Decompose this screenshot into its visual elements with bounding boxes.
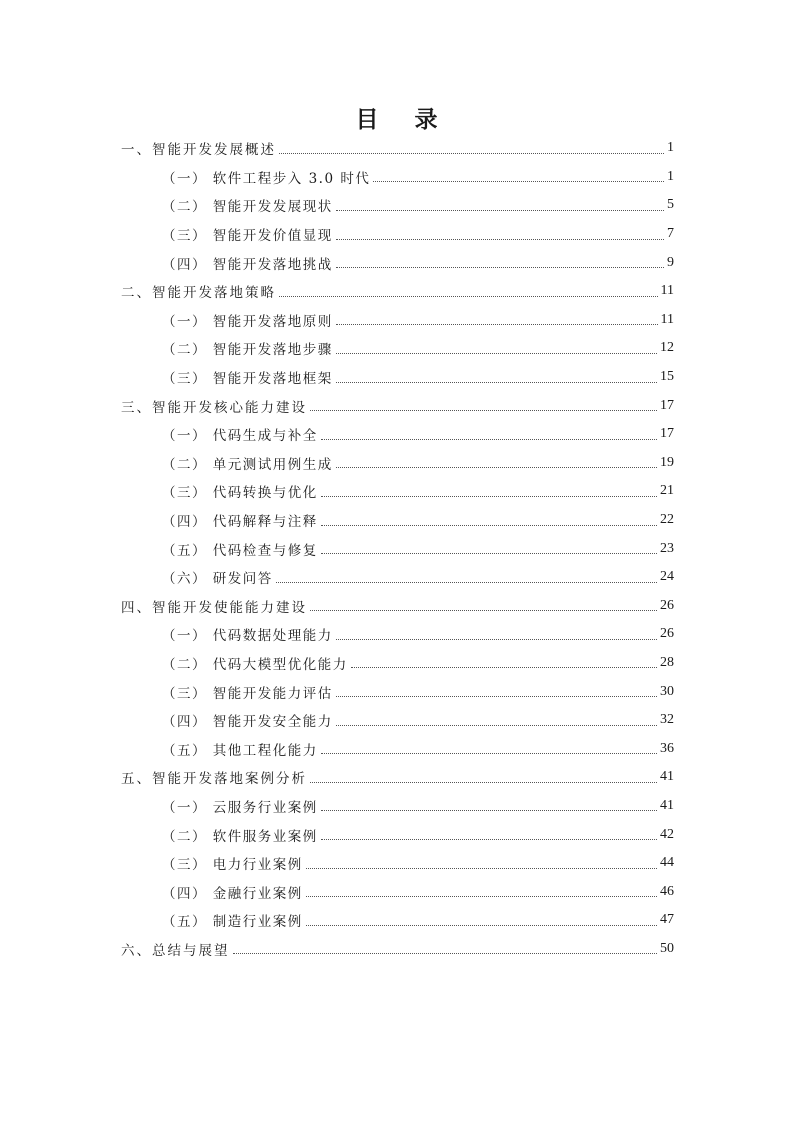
dot-leader: [279, 296, 658, 297]
dot-leader: [310, 782, 657, 783]
dot-leader: [336, 467, 657, 468]
toc-entry-label: 五、智能开发落地案例分析: [121, 771, 307, 788]
toc-entry-label: （二） 代码大模型优化能力: [162, 656, 348, 673]
toc-entry-label: 二、智能开发落地策略: [121, 285, 276, 302]
toc-subsection-entry[interactable]: [121, 563, 674, 592]
toc-subsection-entry[interactable]: [121, 191, 674, 220]
toc-page-number: 44: [660, 855, 674, 871]
toc-page-number: 12: [660, 340, 674, 356]
toc-subsection-entry[interactable]: [121, 534, 674, 563]
toc-entry-label: （六） 研发问答: [162, 571, 273, 588]
toc-entry-label: （四） 智能开发安全能力: [162, 714, 333, 731]
toc-page-number: 36: [660, 740, 674, 756]
dot-leader: [336, 725, 657, 726]
toc-page-number: 28: [660, 654, 674, 670]
toc-page-number: 11: [660, 283, 674, 299]
toc-entry-label: （一） 云服务行业案例: [162, 799, 318, 816]
toc-entry-label: （二） 智能开发落地步骤: [162, 342, 333, 359]
toc-entry-label: （四） 金融行业案例: [162, 885, 303, 902]
toc-subsection-entry[interactable]: [121, 477, 674, 506]
toc-page-number: 9: [667, 254, 674, 270]
toc-subsection-entry[interactable]: [121, 820, 674, 849]
toc-subsection-entry[interactable]: [121, 420, 674, 449]
toc-subsection-entry[interactable]: [121, 734, 674, 763]
toc-entry-label: 三、智能开发核心能力建设: [121, 399, 307, 416]
toc-page-number: 47: [660, 912, 674, 928]
toc-page-number: 46: [660, 883, 674, 899]
dot-leader: [336, 353, 657, 354]
dot-leader: [336, 267, 664, 268]
toc-entry-label: （二） 单元测试用例生成: [162, 456, 333, 473]
toc-page-number: 22: [660, 512, 674, 528]
toc-page-number: 24: [660, 569, 674, 585]
dot-leader: [351, 667, 657, 668]
toc-subsection-entry[interactable]: [121, 677, 674, 706]
dot-leader: [306, 925, 657, 926]
toc-page-number: 17: [660, 426, 674, 442]
dot-leader: [233, 953, 658, 954]
toc-page-number: 21: [660, 483, 674, 499]
dot-leader: [373, 181, 664, 182]
toc-page-number: 15: [660, 369, 674, 385]
toc-section-entry[interactable]: [121, 277, 674, 306]
toc-entry-label: （三） 智能开发价值显现: [162, 228, 333, 245]
dot-leader: [306, 868, 657, 869]
toc-entry-label: 六、总结与展望: [121, 942, 230, 959]
toc-entry-label: 一、智能开发发展概述: [121, 142, 276, 159]
toc-subsection-entry[interactable]: [121, 849, 674, 878]
toc-page-number: 41: [660, 797, 674, 813]
toc-subsection-entry[interactable]: [121, 706, 674, 735]
dot-leader: [336, 239, 664, 240]
page-title: 目 录: [355, 107, 452, 133]
dot-leader: [336, 382, 657, 383]
toc-page-number: 32: [660, 712, 674, 728]
toc-section-entry[interactable]: [121, 391, 674, 420]
toc-subsection-entry[interactable]: [121, 620, 674, 649]
toc-page-number: 7: [667, 226, 674, 242]
toc-subsection-entry[interactable]: [121, 649, 674, 678]
toc-section-entry[interactable]: [121, 134, 674, 163]
dot-leader: [276, 582, 657, 583]
dot-leader: [321, 496, 657, 497]
dot-leader: [321, 553, 657, 554]
toc-subsection-entry[interactable]: [121, 363, 674, 392]
toc-subsection-entry[interactable]: [121, 248, 674, 277]
dot-leader: [321, 525, 657, 526]
toc-entry-label: （三） 电力行业案例: [162, 857, 303, 874]
toc-section-entry[interactable]: [121, 763, 674, 792]
toc-entry-label: （三） 智能开发落地框架: [162, 371, 333, 388]
toc-subsection-entry[interactable]: [121, 449, 674, 478]
toc-page-number: 50: [660, 940, 674, 956]
toc-entry-label: （一） 代码数据处理能力: [162, 628, 333, 645]
toc-entry-label: （四） 代码解释与注释: [162, 514, 318, 531]
toc-page-number: 23: [660, 540, 674, 556]
toc-subsection-entry[interactable]: [121, 792, 674, 821]
toc-page-number: 11: [660, 311, 674, 327]
toc-page-number: 17: [660, 397, 674, 413]
toc-subsection-entry[interactable]: [121, 506, 674, 535]
toc-subsection-entry[interactable]: [121, 163, 674, 192]
toc-page-number: 5: [667, 197, 674, 213]
dot-leader: [321, 839, 657, 840]
toc-subsection-entry[interactable]: [121, 220, 674, 249]
toc-page-number: 26: [660, 626, 674, 642]
dot-leader: [306, 896, 657, 897]
table-of-contents: [121, 134, 674, 963]
toc-page-number: 30: [660, 683, 674, 699]
toc-page-number: 1: [667, 168, 674, 184]
toc-entry-label: （二） 软件服务业案例: [162, 828, 318, 845]
dot-leader: [279, 153, 664, 154]
toc-entry-label: （四） 智能开发落地挑战: [162, 256, 333, 273]
toc-entry-label: （二） 智能开发发展现状: [162, 199, 333, 216]
toc-entry-label: （五） 代码检查与修复: [162, 542, 318, 559]
dot-leader: [336, 696, 657, 697]
dot-leader: [336, 324, 658, 325]
toc-section-entry[interactable]: [121, 592, 674, 621]
toc-entry-label: （一） 代码生成与补全: [162, 428, 318, 445]
toc-section-entry[interactable]: [121, 935, 674, 964]
dot-leader: [336, 210, 664, 211]
dot-leader: [321, 753, 657, 754]
dot-leader: [321, 439, 657, 440]
toc-entry-label: （五） 制造行业案例: [162, 914, 303, 931]
dot-leader: [321, 810, 657, 811]
toc-subsection-entry[interactable]: [121, 877, 674, 906]
toc-entry-label: （一） 软件工程步入 3.0 时代: [162, 170, 371, 187]
toc-page-number: 26: [660, 597, 674, 613]
toc-subsection-entry[interactable]: [121, 334, 674, 363]
toc-page-number: 19: [660, 454, 674, 470]
dot-leader: [310, 610, 657, 611]
toc-entry-label: （一） 智能开发落地原则: [162, 313, 333, 330]
dot-leader: [336, 639, 657, 640]
toc-page-number: 42: [660, 826, 674, 842]
toc-subsection-entry[interactable]: [121, 306, 674, 335]
toc-page-number: 41: [660, 769, 674, 785]
dot-leader: [310, 410, 657, 411]
toc-page-number: 1: [667, 140, 674, 156]
toc-subsection-entry[interactable]: [121, 906, 674, 935]
toc-entry-label: （五） 其他工程化能力: [162, 742, 318, 759]
toc-entry-label: （三） 代码转换与优化: [162, 485, 318, 502]
toc-entry-label: （三） 智能开发能力评估: [162, 685, 333, 702]
toc-entry-label: 四、智能开发使能能力建设: [121, 599, 307, 616]
